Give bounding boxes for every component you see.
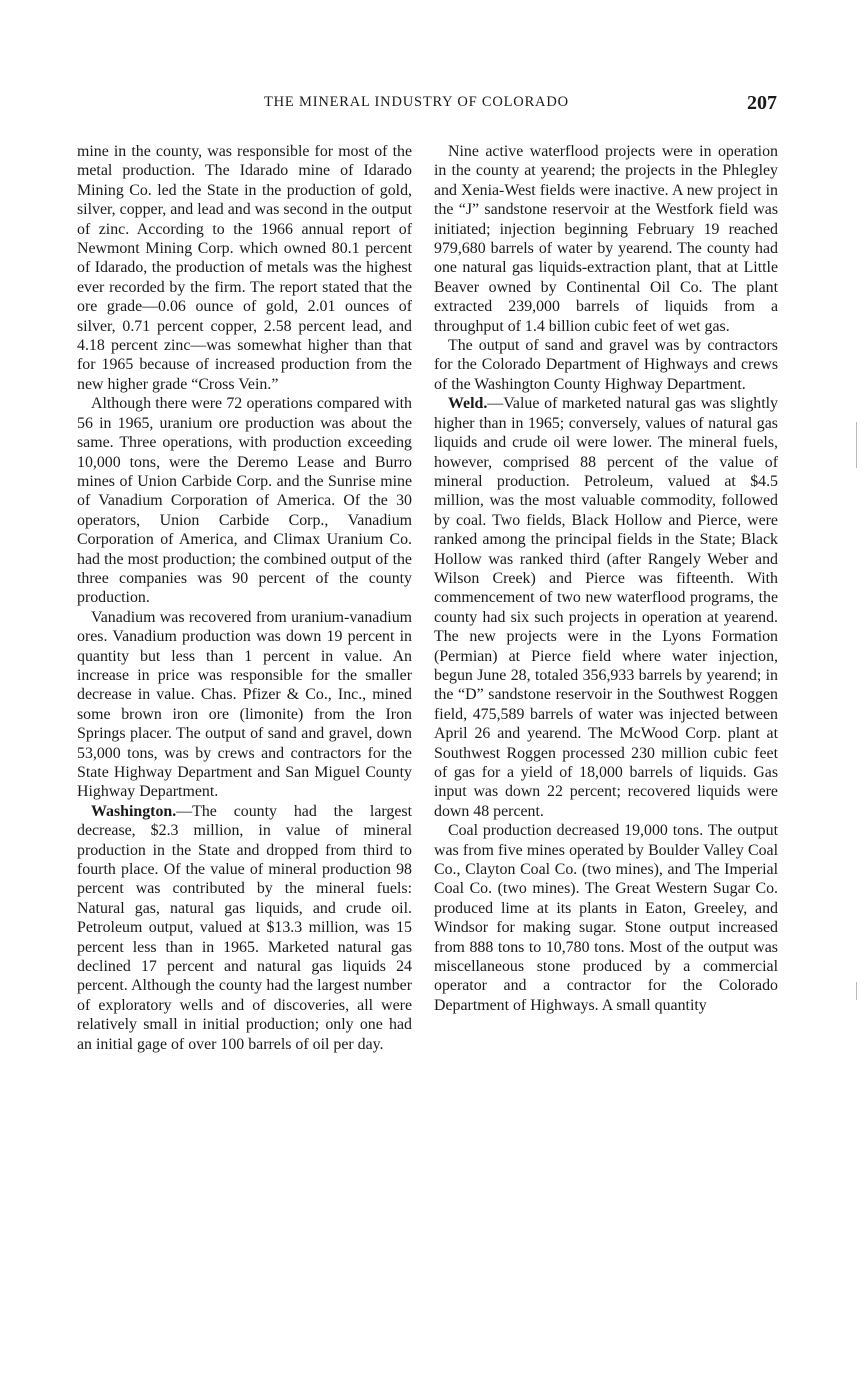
left-column [77,142,412,1054]
paragraph-text: mine in the county, was responsible for most of the metal production. The Idarado mine of Idarado Mining Co. led the State in the production of gold, silver, copper, and lead and was second in the output of zinc. According to the 1966 annual report of Newmont Mining Corp. which owned 80.1 percent of Idarado, the production of metals was the highest ever recorded by the firm. The report stated that the ore grade—0.06 ounce of gold, 2.01 ounces of silver, 0.71 percent copper, 2.58 percent lead, and 4.18 percent zinc—was somewhat higher than that for 1965 because of increased production from the new higher grade “Cross Vein.” [77,143,412,393]
paragraph [77,608,412,802]
page-number: 207 [747,92,777,114]
section-heading-washington: Washington. [91,802,177,820]
paragraph [77,142,412,394]
paragraph-text: Vanadium was recovered from uranium-vanadium ores. Vanadium production was down 19 percent in quantity but less than 1 percent in value. An increase in price was responsible for the smaller decrease in value. Chas. Pfizer & Co., Inc., mined some brown iron ore (limonite) from the Iron Springs placer. The output of sand and gravel, down 53,000 tons, was by crews and contractors for the State Highway Department and San Miguel County Highway Department. [77,608,412,801]
scan-edge-mark [856,982,857,1000]
scan-edge-mark [856,422,857,468]
paragraph [77,394,412,607]
paragraph-text: Nine active waterflood projects were in operation in the county at yearend; the projects in the Phlegley and Xenia-West fields were inactive. A new project in the “J” sandstone reservoir at the Westfork field was initiated; injection beginning February 19 reached 979,680 barrels of water by yearend. The county had one natural gas liquids-extraction plant, that at Little Beaver owned by Continental Oil Co. The plant extracted 239,000 barrels of liquids from a throughput of 1.4 billion cubic feet of wet gas. [434,143,778,335]
paragraph [434,821,778,1015]
paragraph [77,802,412,1054]
paragraph-text: —The county had the largest decrease, $2.3 million, in value of mineral production in the State and dropped from third to fourth place. Of the value of mineral production 98 percent was contributed by the mineral fuels: Natural gas, natural gas liquids, and crude oil. Petroleum output, valued at $13.3 million, was 15 percent less than in 1965. Marketed natural gas declined 17 percent and natural gas liquids 24 percent. Although the county had the largest number of exploratory wells and of discoveries, all were relatively small in initial production; only one had an initial gage of over 100 barrels of oil per day. [77,802,412,1053]
paragraph-text: Coal production decreased 19,000 tons. The output was from five mines operated by Boulder Valley Coal Co., Clayton Coal Co. (two mines), and The Imperial Coal Co. (two mines). The Great Western Sugar Co. produced lime at its plants in Eaton, Greeley, and Windsor for making sugar. Stone output increased from 888 tons to 10,780 tons. Most of the output was miscellaneous stone produced by a commercial operator and a contractor for the Colorado Department of Highways. A small quantity [434,822,778,1014]
right-column [434,142,778,1015]
paragraph-text: —Value of marketed natural gas was slightly higher than in 1965; conversely, values of natural gas liquids and crude oil were lower. The mineral fuels, however, comprised 88 percent of the value of mineral production. Petroleum, valued at $4.5 million, was the most valuable commodity, followed by coal. Two fields, Black Hollow and Pierce, were ranked among the principal fields in the State; Black Hollow was ranked third (after Rangely Weber and Wilson Creek) and Pierce was fifteenth. With commencement of two new waterflood programs, the county had six such projects in operation at yearend. The new projects were in the Lyons Formation (Permian) at Pierce field where water injection, begun June 28, totaled 356,933 barrels by yearend; in the “D” sandstone reservoir in the Southwest Roggen field, 475,589 barrels of water was injected between April 26 and yearend. The McWood Corp. plant at Southwest Roggen processed 230 million cubic feet of gas for a yield of 18,000 barrels of liquids. Gas input was down 22 percent; recovered liquids were down 48 percent. [434,395,778,820]
paragraph [434,336,778,394]
paragraph [434,142,778,336]
paragraph-text: The output of sand and gravel was by contractors for the Colorado Department of Highways and crews of the Washington County Highway Department. [434,337,778,393]
paragraph-text: Although there were 72 operations compared with 56 in 1965, uranium ore production was about the same. Three operations, with production exceeding 10,000 tons, were the Deremo Lease and Burro mines of Union Carbide Corp. and the Sunrise mine of Vanadium Corporation of America. Of the 30 operators, Union Carbide Corp., Vanadium Corporation of America, and Climax Uranium Co. had the most production; the combined output of the three companies was 90 percent of the county production. [77,395,412,607]
running-title: THE MINERAL INDUSTRY OF COLORADO [264,94,569,110]
paragraph [434,394,778,821]
section-heading-weld: Weld. [448,395,488,413]
